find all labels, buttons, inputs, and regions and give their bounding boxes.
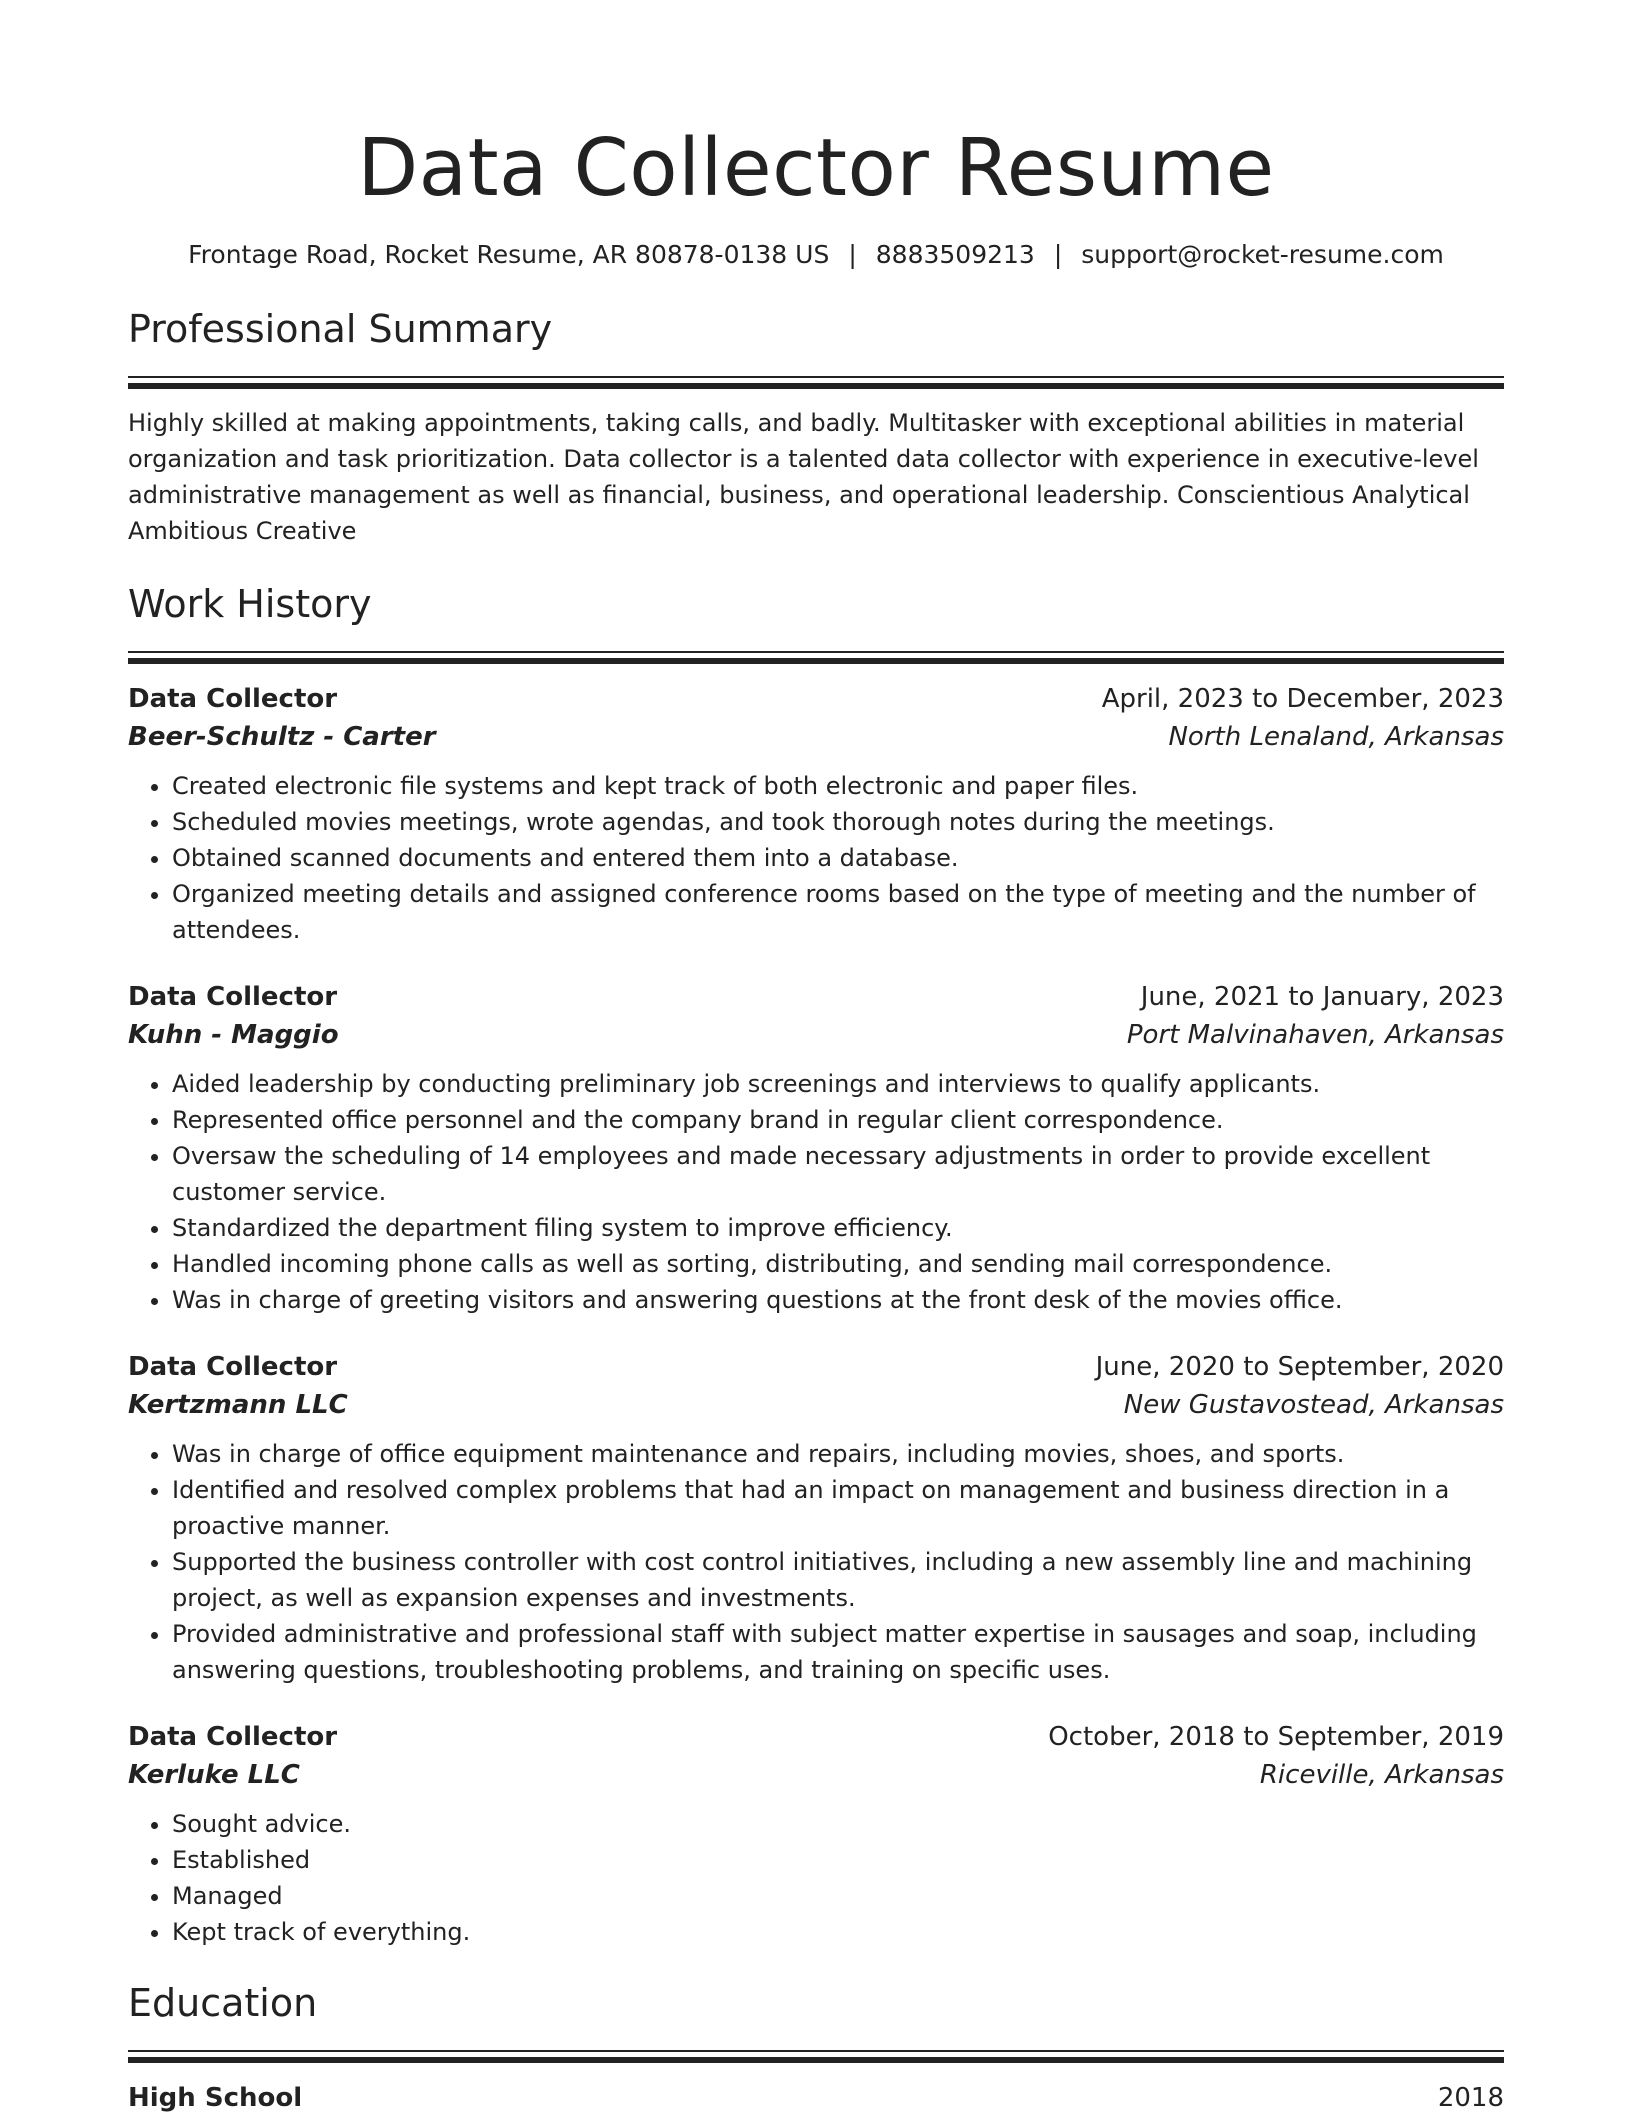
job-header — [128, 1718, 1504, 1756]
page-title: Data Collector Resume — [357, 122, 1275, 214]
job-subheader — [128, 1386, 1504, 1424]
job-location: New Gustavostead, Arkansas — [1123, 1390, 1504, 1420]
education-heading: Education — [128, 1981, 318, 2025]
job-bullets — [128, 1436, 1504, 1688]
work-history-section — [128, 581, 1504, 1950]
section-divider — [128, 2050, 1504, 2052]
job-bullet: • Created electronic file systems and kept track of both electronic and paper files. — [172, 768, 1504, 804]
job-bullets — [128, 768, 1504, 948]
summary-heading: Professional Summary — [128, 307, 553, 351]
job-bullet: • Oversaw the scheduling of 14 employees and made necessary adjustments in order to provide excellent customer service. — [172, 1138, 1504, 1210]
summary-text: Highly skilled at making appointments, taking calls, and badly. Multitasker with exceptional abilities in material organization and task prioritization. Data collector is a talented data collector with experience in executive-level administrative management as well as financial, business, and operational leadership. Conscientious Analytical Ambitious Creative — [128, 409, 1479, 545]
job-bullet: • Kept track of everything. — [172, 1914, 1504, 1950]
contact-separator: | — [848, 240, 857, 269]
job-dates: April, 2023 to December, 2023 — [1101, 684, 1504, 714]
job-company: Beer-Schultz - Carter — [128, 722, 436, 752]
job-entry — [128, 680, 1504, 948]
work-history-heading: Work History — [128, 582, 372, 626]
job-bullet: • Identified and resolved complex problems that had an impact on management and business direction in a proactive manner. — [172, 1472, 1504, 1544]
section-divider-thick — [128, 2057, 1504, 2063]
job-company: Kuhn - Maggio — [128, 1020, 339, 1050]
job-title: Data Collector — [128, 684, 338, 714]
job-entry — [128, 978, 1504, 1318]
section-divider-thick — [128, 383, 1504, 389]
job-bullet: • Supported the business controller with cost control initiatives, including a new assembly line and machining project, as well as expansion expenses and investments. — [172, 1544, 1504, 1616]
contact-separator: | — [1053, 240, 1063, 269]
contact-email: support@rocket-resume.com — [1081, 240, 1444, 269]
job-bullet: • Organized meeting details and assigned conference rooms based on the type of meeting and the number of attendees. — [172, 876, 1504, 948]
job-subheader — [128, 1016, 1504, 1054]
job-dates: October, 2018 to September, 2019 — [1048, 1722, 1504, 1752]
job-header — [128, 1348, 1504, 1386]
job-title: Data Collector — [128, 982, 338, 1012]
job-bullets — [128, 1806, 1504, 1950]
section-divider — [128, 651, 1504, 653]
job-bullet: • Provided administrative and professional staff with subject matter expertise in sausages and soap, including answering questions, troubleshooting problems, and training on specific uses. — [172, 1616, 1504, 1688]
job-company: Kertzmann LLC — [128, 1390, 348, 1420]
section-divider — [128, 376, 1504, 378]
education-degree: High School — [128, 2083, 303, 2113]
job-bullet: • Standardized the department filing system to improve efficiency. — [172, 1210, 1504, 1246]
job-location: North Lenaland, Arkansas — [1168, 722, 1504, 752]
job-company: Kerluke LLC — [128, 1760, 300, 1790]
job-dates: June, 2021 to January, 2023 — [1140, 982, 1504, 1012]
job-bullet: • Established — [172, 1842, 1504, 1878]
education-entry — [128, 2079, 1504, 2117]
job-bullet: • Handled incoming phone calls as well as sorting, distributing, and sending mail correspondence. — [172, 1246, 1504, 1282]
job-bullet: • Scheduled movies meetings, wrote agendas, and took thorough notes during the meetings. — [172, 804, 1504, 840]
job-bullet: • Aided leadership by conducting preliminary job screenings and interviews to qualify applicants. — [172, 1066, 1504, 1102]
summary-section — [128, 306, 1504, 549]
job-bullet: • Sought advice. — [172, 1806, 1504, 1842]
job-header — [128, 680, 1504, 718]
job-subheader — [128, 718, 1504, 756]
job-location: Riceville, Arkansas — [1259, 1760, 1504, 1790]
job-subheader — [128, 1756, 1504, 1794]
education-section — [128, 1980, 1504, 2117]
job-dates: June, 2020 to September, 2020 — [1095, 1352, 1504, 1382]
section-divider-thick — [128, 658, 1504, 664]
job-entry — [128, 1348, 1504, 1688]
job-title: Data Collector — [128, 1352, 338, 1382]
contact-address: Frontage Road, Rocket Resume, AR 80878-0138 US — [188, 240, 830, 269]
education-year: 2018 — [1437, 2083, 1504, 2113]
job-bullet: • Was in charge of greeting visitors and answering questions at the front desk of the movies office. — [172, 1282, 1504, 1318]
contact-line — [128, 238, 1504, 272]
job-location: Port Malvinahaven, Arkansas — [1126, 1020, 1504, 1050]
job-bullet: • Represented office personnel and the company brand in regular client correspondence. — [172, 1102, 1504, 1138]
job-entry — [128, 1718, 1504, 1950]
job-bullets — [128, 1066, 1504, 1318]
job-bullet: • Managed — [172, 1878, 1504, 1914]
job-bullet: • Was in charge of office equipment maintenance and repairs, including movies, shoes, and sports. — [172, 1436, 1504, 1472]
job-bullet: • Obtained scanned documents and entered them into a database. — [172, 840, 1504, 876]
job-title: Data Collector — [128, 1722, 338, 1752]
contact-phone: 8883509213 — [875, 240, 1035, 269]
job-header — [128, 978, 1504, 1016]
